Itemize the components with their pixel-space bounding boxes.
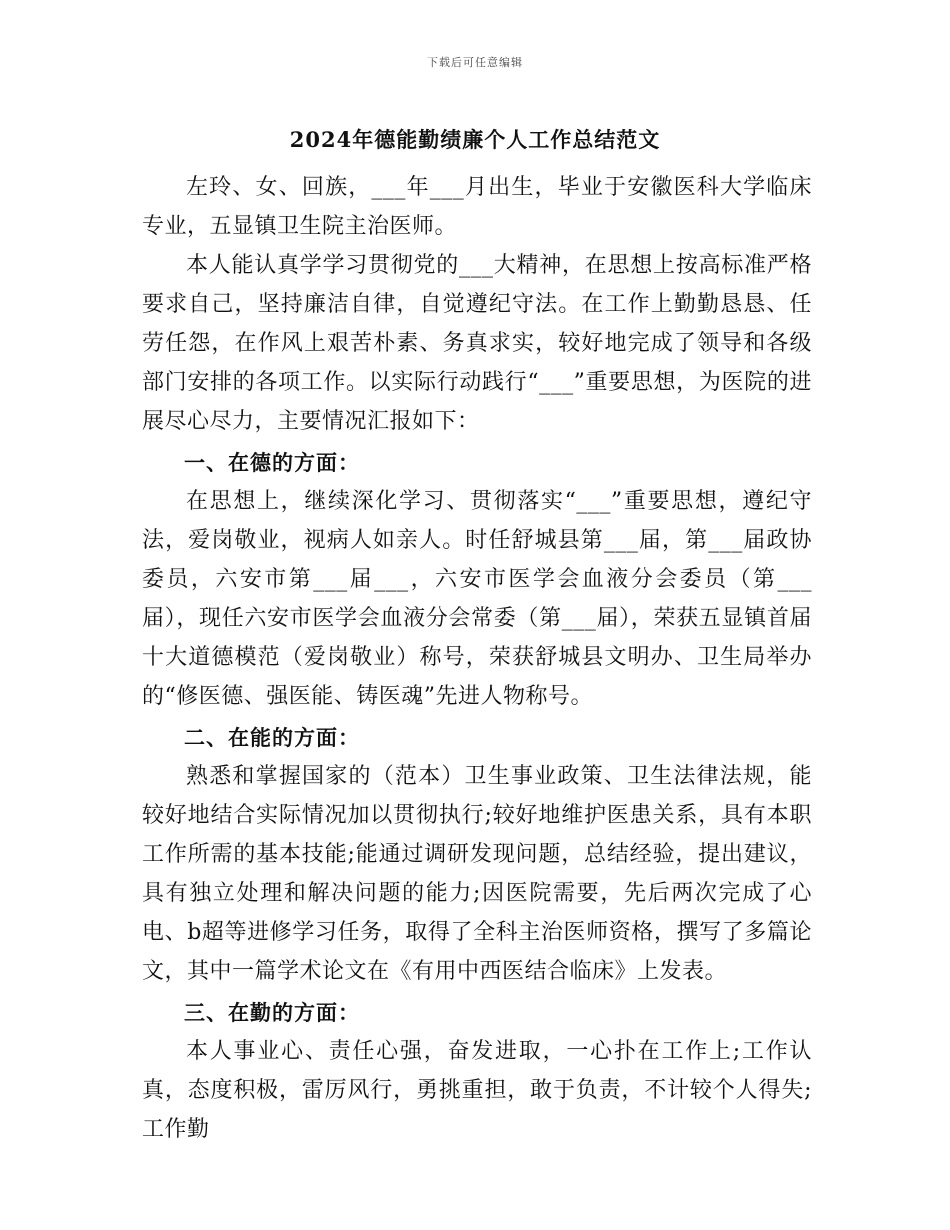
section-text-de: 在思想上，继续深化学习、贯彻落实“___”重要思想，遵纪守法，爱岗敬业，视病人如亲人。时任舒城县第___届，第___届政协委员，六安市第___届___，六安市医学会血液分会委员（第___届），现任六安市医学会血液分会常委（第___届），荣获五显镇首届十大道德模范（爱岗敬业）称号，荣获舒城县文明办、卫生局举办的“修医德、强医能、铸医魂”先进人物称号。 — [142, 489, 812, 709]
section-text-qin: 本人事业心、责任心强，奋发进取，一心扑在工作上;工作认真，态度积极，雷厉风行，勇挑重担，敢于负责，不计较个人得失;工作勤 — [142, 1039, 812, 1142]
page-header-note: 下载后可任意编辑 — [427, 56, 523, 69]
section-heading-de: 一、在德的方面： — [184, 450, 360, 475]
section-text-neng: 熟悉和掌握国家的（范本）卫生事业政策、卫生法律法规，能较好地结合实际情况加以贯彻执行;较好地维护医患关系，具有本职工作所需的基本技能;能通过调研发现问题，总结经验，提出建议，具有独立处理和解决问题的能力;因医院需要，先后两次完成了心电、b超等进修学习任务，取得了全科主治医师资格，撰写了多篇论文，其中一篇学术论文在《有用中西医结合临床》上发表。 — [142, 764, 812, 984]
intro-paragraph-1: 左玲、女、回族，___年___月出生，毕业于安徽医科大学临床专业，五显镇卫生院主治医师。 — [142, 175, 812, 239]
intro-paragraph-2: 本人能认真学学习贯彻党的___大精神，在思想上按高标准严格要求自己，坚持廉洁自律，自觉遵纪守法。在工作上勤勤恳恳、任劳任怨，在作风上艰苦朴素、务真求实，较好地完成了领导和各级部门安排的各项工作。以实际行动践行“___”重要思想，为医院的进展尽心尽力，主要情况汇报如下： — [142, 253, 812, 434]
section-heading-qin: 三、在勤的方面： — [184, 1000, 360, 1025]
document-body — [142, 168, 812, 1149]
document-title: 2024年德能勤绩廉个人工作总结范文 — [289, 127, 661, 152]
section-heading-neng: 二、在能的方面： — [184, 725, 360, 750]
